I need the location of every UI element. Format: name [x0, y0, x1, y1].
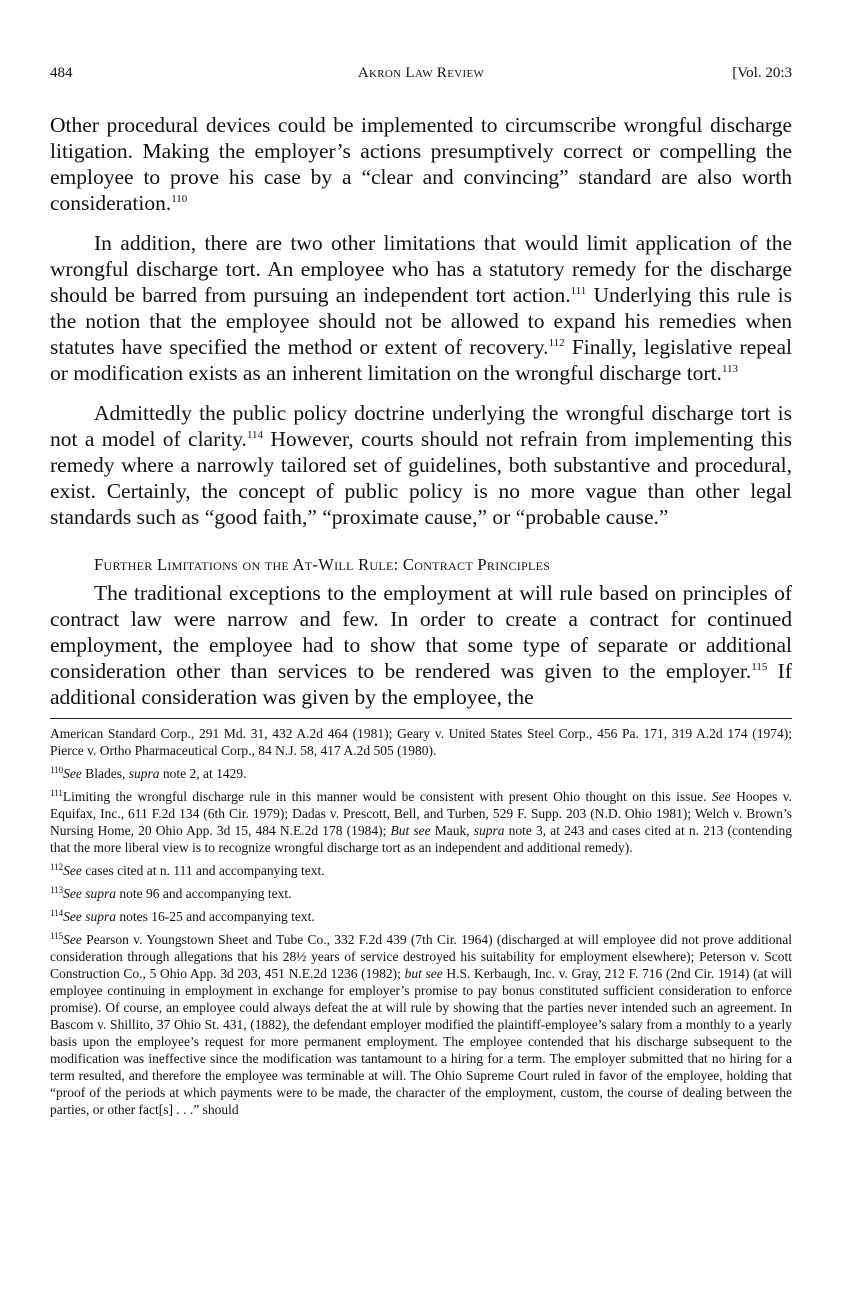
paragraph-text: Other procedural devices could be implemented to circumscribe wrongful discharge litigation. Making the employer’s actions presumptively correct or compelling the employee to prove his case by a “clear and convincing” standard are also worth consideration.	[50, 113, 792, 215]
paragraph-text: Finally, legislative repeal or modification exists as an inherent limitation on the wrongful discharge tort.	[50, 335, 792, 385]
paragraph-text: Admittedly the public policy doctrine underlying the wrongful discharge tort is not a model of clarity.	[50, 401, 792, 451]
footnote-continuation: American Standard Corp., 291 Md. 31, 432 A.2d 464 (1981); Geary v. United States Steel Corp., 456 Pa. 171, 319 A.2d 174 (1974); Pierce v. Ortho Pharmaceutical Corp., 84 N.J. 58, 417 A.2d 505 (1980).	[50, 726, 792, 758]
footnote-number: 115	[50, 931, 64, 941]
footnote-text: Mauk,	[430, 823, 474, 838]
paragraph-text: The traditional exceptions to the employment at will rule based on principles of contract law were narrow and few. In order to create a contract for continued employment, the employee had to show that some type of separate or additional consideration other than services to be rendered was given to the employer.	[50, 581, 792, 683]
paragraph-text: Underlying this rule is the notion that the employee should not be allowed to expand his remedies when statutes have specified the method or extent of recovery.	[50, 283, 792, 359]
footnote-number: 114	[50, 908, 64, 918]
paragraph-contract-exceptions	[50, 580, 792, 710]
paragraph-public-policy	[50, 400, 792, 530]
footnote-text: Hoopes v. Equifax, Inc., 611 F.2d 134 (6th Cir. 1979); Dadas v. Prescott, Bell, and Turben, 529 F. Supp. 203 (N.D. Ohio 1981); Welch v. Brown’s Nursing Home, 20 Ohio App. 3d 15, 484 N.E.2d 178 (1984);	[50, 789, 792, 838]
signal-but-see: But see	[390, 823, 431, 838]
signal-supra: supra	[473, 823, 505, 838]
footnote-text: note 96 and accompanying text.	[116, 886, 292, 901]
signal-supra: supra	[85, 909, 117, 924]
footnote-text: note 3, at 243 and cases cited at n. 213 (contending that the more liberal view is to recognize wrongful discharge tort as an independent and additional remedy).	[50, 823, 792, 855]
footnote-114	[50, 908, 792, 925]
footnote-111	[50, 788, 792, 856]
signal-see: See	[63, 932, 82, 947]
footnote-ref-113[interactable]: 113	[721, 363, 739, 375]
paragraph-text: However, courts should not refrain from implementing this remedy where a narrowly tailored set of guidelines, both substantive and procedural, exist. Certainly, the concept of public policy is no more vague than other legal standards such as “good faith,” “proximate cause,” or “probable cause.”	[50, 427, 792, 529]
signal-see: See	[63, 766, 82, 781]
footnote-number: 112	[50, 862, 64, 872]
footnote-divider	[50, 718, 792, 719]
footnote-115	[50, 931, 792, 1118]
footnote-text: notes 16-25 and accompanying text.	[116, 909, 315, 924]
signal-see: See	[711, 789, 731, 804]
footnote-text: Limiting the wrongful discharge rule in this manner would be consistent with present Ohio thought on this issue.	[62, 789, 712, 804]
footnote-text: cases cited at n. 111 and accompanying text.	[81, 863, 325, 878]
footnote-number: 110	[50, 765, 64, 775]
footnote-text: Blades,	[81, 766, 129, 781]
signal-see: See	[63, 909, 82, 924]
signal-supra: supra	[85, 886, 117, 901]
footnotes	[50, 725, 792, 1118]
footnote-ref-114[interactable]: 114	[246, 429, 264, 441]
paragraph-procedural-devices	[50, 112, 792, 216]
footnote-113	[50, 885, 792, 902]
running-head	[50, 58, 792, 88]
main-text	[50, 112, 792, 710]
footnote-ref-110[interactable]: 110	[171, 193, 188, 205]
journal-title: Akron Law Review	[357, 65, 485, 81]
signal-supra: supra	[128, 766, 160, 781]
footnote-ref-112[interactable]: 112	[548, 337, 565, 349]
paragraph-text: In addition, there are two other limitations that would limit application of the wrongful discharge tort. An employee who has a statutory remedy for the discharge should be barred from pursuing an independent tort action.	[50, 231, 792, 307]
footnote-number: 111	[50, 788, 63, 798]
footnote-110	[50, 765, 792, 782]
paragraph-two-limitations	[50, 230, 792, 386]
signal-see: See	[63, 886, 82, 901]
page	[50, 58, 792, 1124]
volume-label: [Vol. 20:3	[732, 65, 792, 81]
signal-see: See	[63, 863, 82, 878]
paragraph-text: If additional consideration was given by the employee, the	[50, 659, 792, 709]
page-number: 484	[50, 65, 73, 81]
footnote-text: note 2, at 1429.	[159, 766, 247, 781]
section-heading: Further Limitations on the At-Will Rule: Contract Principles	[94, 555, 551, 574]
footnote-text: Pearson v. Youngstown Sheet and Tube Co., 332 F.2d 439 (7th Cir. 1964) (discharged at will employee did not prove additional consideration through allegations that his 28½ years of service destroyed his suitability for employment elsewhere); Peterson v. Scott Construction Co., 5 Ohio App. 3d 203, 451 N.E.2d 1236 (1982);	[50, 932, 792, 981]
footnote-number: 113	[50, 885, 64, 895]
footnote-112	[50, 862, 792, 879]
signal-but-see: but see	[404, 966, 443, 981]
footnote-ref-111[interactable]: 111	[570, 285, 587, 297]
footnote-text: H.S. Kerbaugh, Inc. v. Gray, 212 F. 716 (2nd Cir. 1914) (at will employee continuing in employment in exchange for employer’s promise to pay bonus constituted sufficient consideration to enforce promise). Of course, an employee could always defeat the at will rule by showing that the parties never intended such an agreement. In Bascom v. Shillito, 37 Ohio St. 431, (1882), the defendant employer modified the plaintiff-employee’s salary from a monthly to a yearly basis upon the employee’s request for more permanent employment. The employee contended that his discharge subsequent to the modification was ineffective since the modification was tantamount to a hiring for a term. The employer submitted that no hiring for a term resulted, and therefore the employee was terminable at will. The Ohio Supreme Court ruled in favor of the employee, holding that “proof of the periods at which payments were to be made, the character of the employment, custom, the course of dealing between the parties, or other fact[s] . . .” should	[50, 966, 792, 1117]
footnote-ref-115[interactable]: 115	[751, 661, 768, 673]
